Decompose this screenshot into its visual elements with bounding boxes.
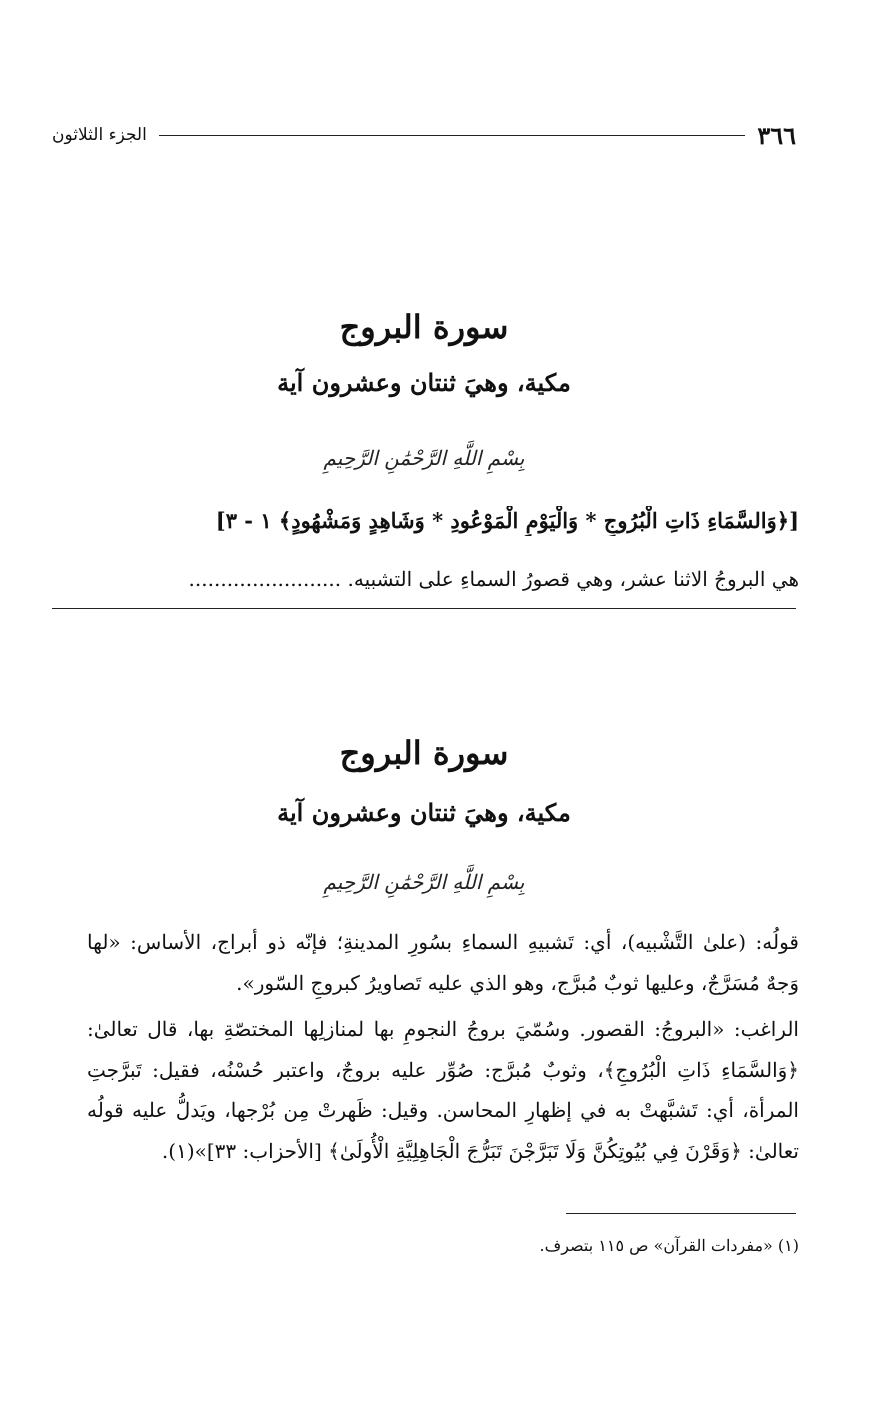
section2-subtitle: مكية، وهيَ ثنتان وعشرون آية	[277, 798, 571, 827]
section1-title: سورة البروج	[339, 308, 509, 346]
page-number: ٣٦٦	[757, 120, 796, 150]
footnote: (١) «مفردات القرآن» ص ١١٥ بتصرف.	[539, 1236, 799, 1255]
commentary-paragraph-2: الراغب: «البروجُ: القصور. وسُمّيَ بروجُ النجومِ بها لمنازلِها المختصّةِ بها، قال تعالىٰ: ﴿وَالسَّمَاءِ ذَاتِ الْبُرُوجِ﴾، وثوبٌ مُبرَّج: صُوِّر عليه بروجٌ، واعتبر حُسْنُه، فقيل: تَبرَّجتِ المرأة، أي: تَشبَّهتْ به في إظهارِ المحاسن. وقيل: ظَهرتْ مِن بُرْجها، ويَدلُّ عليه قولُه تعالىٰ: ﴿وَقَرْنَ فِي بُيُوتِكُنَّ وَلَا تَبَرَّجْنَ تَبَرُّجَ الْجَاهِلِيَّةِ الْأُولَىٰ﴾ [الأحزاب: ٣٣]»(١).	[87, 1017, 799, 1163]
running-head: الجزء الثلاثون	[52, 125, 147, 145]
section-divider	[52, 608, 796, 609]
section2-title: سورة البروج	[339, 734, 509, 772]
page-header	[52, 120, 796, 150]
section1-commentary-line: هي البروجُ الاثنا عشر، وهي قصورُ السماءِ على التشبيه. ........................	[188, 567, 799, 591]
commentary-paragraph-1: قولُه: (علىٰ التَّشْبيه)، أي: تَشبيهِ السماءِ بسُورِ المدينةِ؛ فإنّه ذو أبراج، الأساس: «لها وَجهٌ مُسَرَّجٌ، وعليها ثوبٌ مُبرَّج، وهو الذي عليه تَصاويرُ كبروجِ السّور».	[87, 930, 799, 995]
section1-subtitle: مكية، وهيَ ثنتان وعشرون آية	[277, 368, 571, 397]
header-rule	[159, 135, 746, 136]
section2-basmala: بِسْمِ اللَّهِ الرَّحْمَٰنِ الرَّحِيمِ	[323, 870, 525, 894]
commentary-body	[87, 922, 799, 1171]
section1-basmala: بِسْمِ اللَّهِ الرَّحْمَٰنِ الرَّحِيمِ	[323, 446, 525, 470]
footnote-rule	[566, 1213, 796, 1214]
section1-aya-line: [﴿وَالسَّمَاءِ ذَاتِ الْبُرُوجِ * وَالْيَوْمِ الْمَوْعُودِ * وَشَاهِدٍ وَمَشْهُودٍ﴾ ١ - ٣]	[215, 508, 799, 533]
